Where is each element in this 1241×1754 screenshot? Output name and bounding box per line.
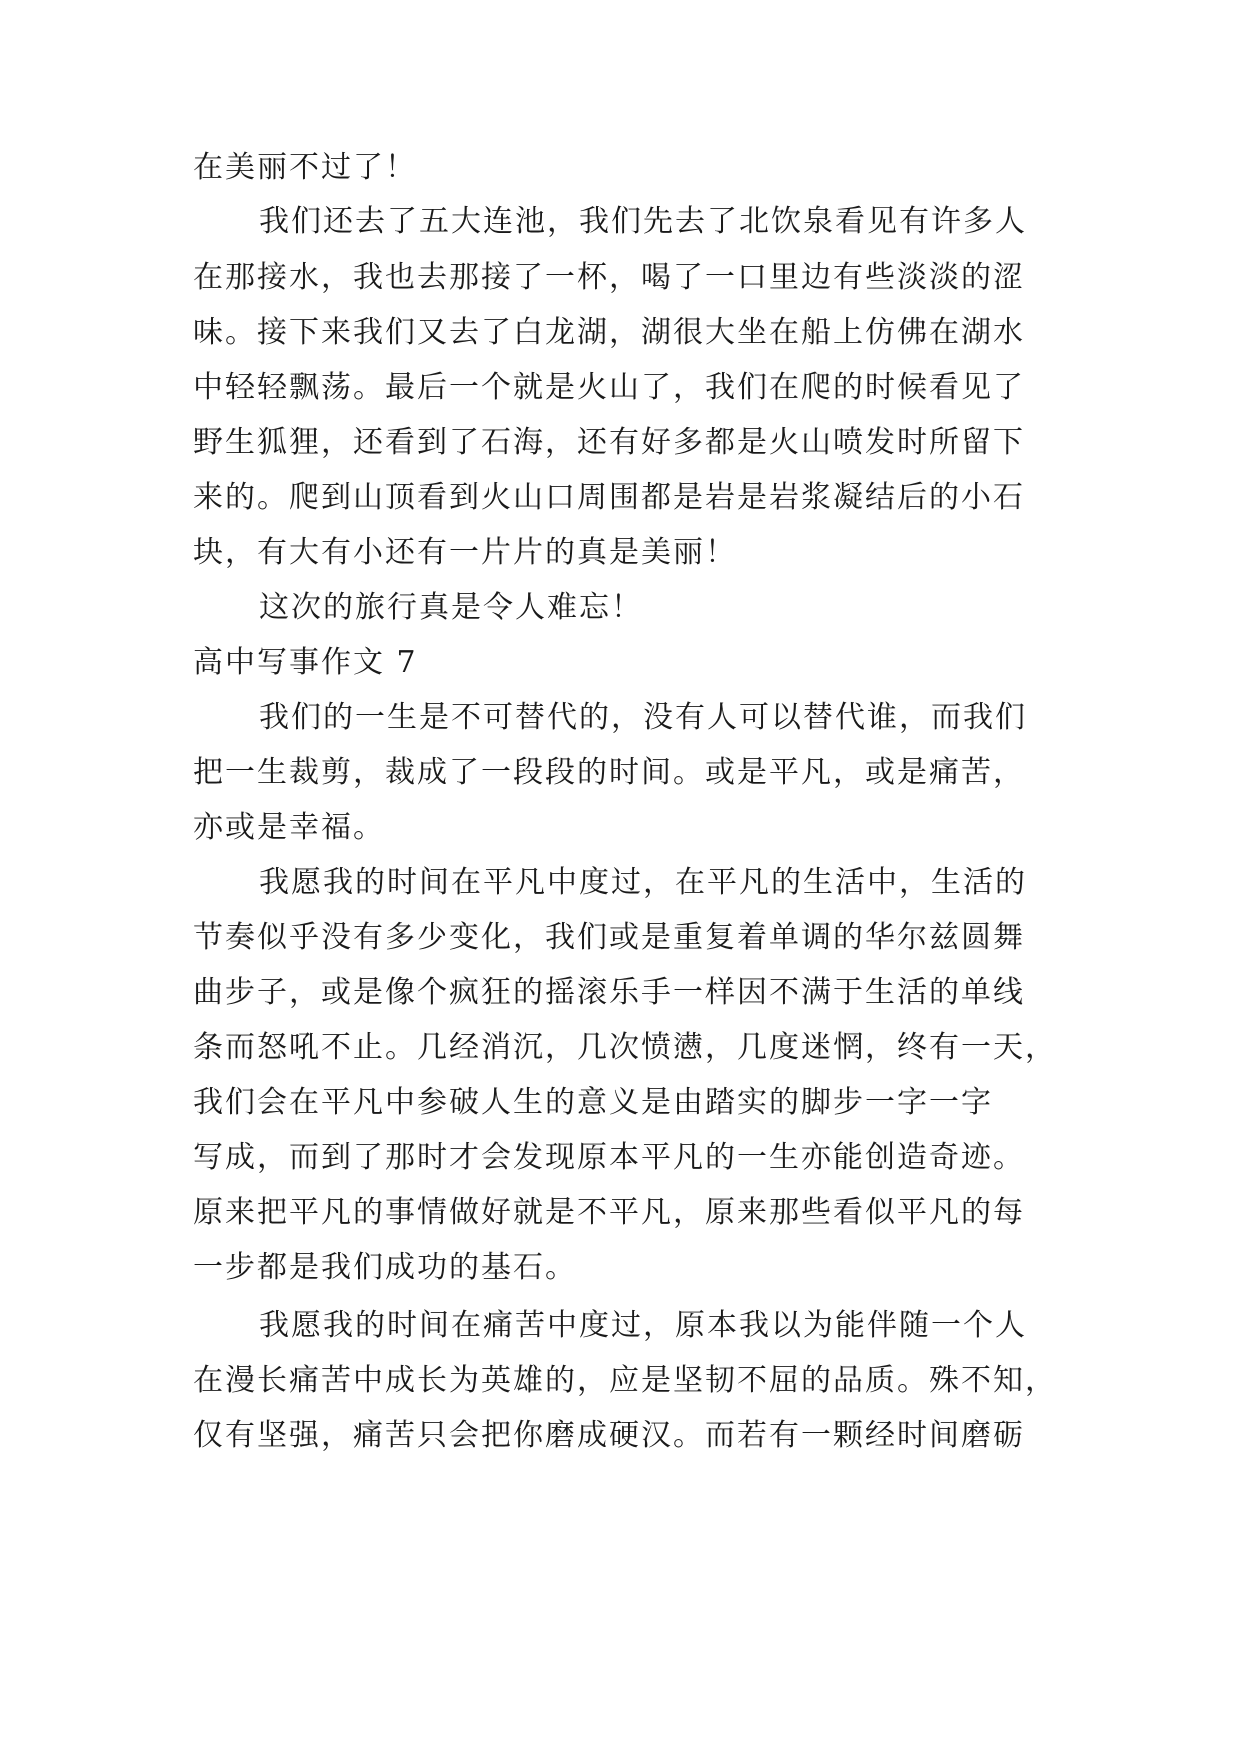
text-line: 一步都是我们成功的基石。 (193, 1250, 577, 1285)
paragraph-start-line: 我愿我的时间在平凡中度过，在平凡的生活中，生活的 (259, 865, 1027, 900)
text-line: 曲步子，或是像个疯狂的摇滚乐手一样因不满于生活的单线 (193, 975, 1025, 1010)
text-line: 原来把平凡的事情做好就是不平凡，原来那些看似平凡的每 (193, 1195, 1025, 1230)
text-line: 在漫长痛苦中成长为英雄的，应是坚韧不屈的品质。殊不知， (193, 1363, 1057, 1398)
text-line: 把一生裁剪，裁成了一段段的时间。或是平凡，或是痛苦， (193, 755, 1025, 790)
text-line: 在美丽不过了！ (193, 150, 417, 185)
text-line: 块，有大有小还有一片片的真是美丽！ (193, 535, 737, 570)
text-line: 仅有坚强，痛苦只会把你磨成硬汉。而若有一颗经时间磨砺 (193, 1418, 1025, 1453)
paragraph-start-line: 我们的一生是不可替代的，没有人可以替代谁，而我们 (259, 700, 1027, 735)
text-line: 味。接下来我们又去了白龙湖，湖很大坐在船上仿佛在湖水 (193, 315, 1025, 350)
text-line: 野生狐狸，还看到了石海，还有好多都是火山喷发时所留下 (193, 425, 1025, 460)
text-line: 来的。爬到山顶看到火山口周围都是岩是岩浆凝结后的小石 (193, 480, 1025, 515)
text-line: 中轻轻飘荡。最后一个就是火山了，我们在爬的时候看见了 (193, 370, 1025, 405)
text-line: 在那接水，我也去那接了一杯，喝了一口里边有些淡淡的涩 (193, 260, 1025, 295)
text-line: 写成，而到了那时才会发现原本平凡的一生亦能创造奇迹。 (193, 1140, 1025, 1175)
section-heading: 高中写事作文 7 (193, 645, 418, 680)
text-line: 我们会在平凡中参破人生的意义是由踏实的脚步一字一字 (193, 1085, 993, 1120)
text-line: 节奏似乎没有多少变化，我们或是重复着单调的华尔兹圆舞 (193, 920, 1025, 955)
paragraph-start-line: 这次的旅行真是令人难忘！ (259, 590, 643, 625)
paragraph-start-line: 我愿我的时间在痛苦中度过，原本我以为能伴随一个人 (259, 1308, 1027, 1343)
paragraph-start-line: 我们还去了五大连池，我们先去了北饮泉看见有许多人 (259, 204, 1027, 239)
text-line: 亦或是幸福。 (193, 810, 385, 845)
text-line: 条而怒吼不止。几经消沉，几次愤懑，几度迷惘，终有一天， (193, 1030, 1057, 1065)
